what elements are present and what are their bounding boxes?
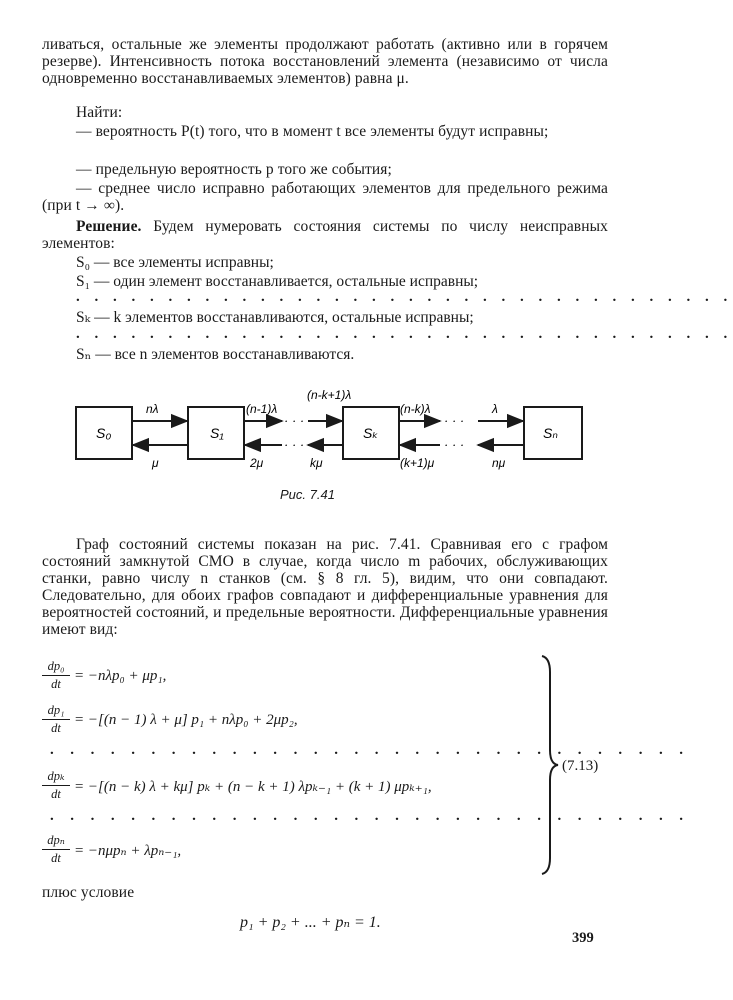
system-brace — [538, 654, 562, 876]
eq4-rhs: = −nμpₙ + λpₙ₋₁, — [74, 843, 182, 859]
eq2-denominator: dt — [51, 721, 61, 735]
equation-ellipsis: . . . . . . . . . . . . . . . . . . . . . . . . . . . . . . . . — [50, 742, 690, 758]
eq3-numerator: dpₖ — [42, 768, 70, 786]
forward-label-2: (n-k+1)λ — [307, 388, 352, 402]
graph-paragraph: Граф состояний системы показан на рис. 7.41. Сравнивая его с графом состояний замкнутой СМО в случае, когда число m рабочих, обслуживающих станки, равно числу n станков (см. § 8 гл. 5), видим, что они совпадают. Следовательно, для обоих графов совпадают и дифференциальные уравнения для вероятностей состояний, и предельные вероятности. Дифференциальные уравнения имеют вид: — [42, 536, 608, 638]
state-s1: S₁ — один элемент восстанавливается, остальные исправны; — [76, 273, 479, 290]
forward-label-1: (n-1)λ — [246, 402, 278, 416]
state-graph — [60, 383, 600, 483]
dots-backward-1: · · · — [284, 437, 305, 452]
equation-number: (7.13) — [562, 758, 599, 774]
normalization-condition: p₁ + p₂ + ... + pₙ = 1. — [240, 914, 381, 931]
node-sn-label: Sₙ — [543, 425, 558, 441]
dots-forward-1: · · · — [284, 413, 305, 428]
page-number: 399 — [572, 930, 594, 946]
eq4-numerator: dpₙ — [42, 832, 70, 850]
eq3-denominator: dt — [51, 787, 61, 801]
forward-label-4: λ — [492, 402, 498, 416]
backward-label-2: kμ — [310, 456, 323, 470]
node-sk-label: Sₖ — [363, 425, 379, 441]
forward-label-0: nλ — [146, 402, 159, 416]
eq3-derivative — [42, 768, 70, 802]
plus-condition: плюс условие — [42, 884, 135, 901]
eq1-derivative — [42, 659, 70, 692]
ellipsis-dots: . . . . . . . . . . . . . . . . . . . . . . . . . . . . . . . . . . . . — [76, 326, 733, 342]
eq4-derivative — [42, 832, 70, 866]
ellipsis-dots: . . . . . . . . . . . . . . . . . . . . . . . . . . . . . . . . . . . . — [76, 289, 733, 305]
paragraph-continuation: ливаться, остальные же элементы продолжают работать (активно или в горячем резерве). Интенсивность потока восстановлений элемента (независимо от числа одновременно восстанавливаемых элементов) равна μ. — [42, 36, 608, 87]
figure-caption: Рис. 7.41 — [280, 487, 335, 502]
find-item-c: — среднее число исправно работающих элементов для предельного режима (при t → ∞). — [42, 180, 608, 214]
find-heading: Найти: — [76, 104, 123, 121]
eq2-numerator: dp₁ — [42, 703, 70, 720]
solution-paragraph — [42, 218, 608, 252]
eq1-rhs: = −nλp₀ + μp₁, — [74, 668, 167, 684]
eq1-denominator: dt — [51, 677, 61, 691]
dots-backward-2: · · · — [444, 437, 465, 452]
node-s0-label: S₀ — [96, 425, 112, 441]
backward-label-4: nμ — [492, 456, 506, 470]
solution-label: Решение. — [76, 218, 142, 235]
equation-ellipsis: . . . . . . . . . . . . . . . . . . . . . . . . . . . . . . . . — [50, 808, 690, 824]
state-s0: S₀ — все элементы исправны; — [76, 254, 274, 271]
dots-forward-2: · · · — [444, 413, 465, 428]
forward-label-3: (n-k)λ — [400, 402, 431, 416]
find-item-a: — вероятность P(t) того, что в момент t все элементы будут исправны; — [76, 123, 549, 140]
eq4-denominator: dt — [51, 851, 61, 865]
backward-label-3: (k+1)μ — [400, 456, 435, 470]
eq2-rhs: = −[(n − 1) λ + μ] p₁ + nλp₀ + 2μp₂, — [74, 712, 298, 728]
find-item-b: — предельную вероятность p того же события; — [76, 161, 392, 178]
eq2-derivative — [42, 703, 70, 736]
eq1-numerator: dp₀ — [42, 659, 70, 676]
backward-label-0: μ — [152, 456, 159, 470]
backward-label-1: 2μ — [250, 456, 264, 470]
state-sn: Sₙ — все n элементов восстанавливаются. — [76, 346, 355, 363]
solution-text: Будем нумеровать состояния системы по числу неисправных элементов: — [42, 218, 608, 252]
state-sk: Sₖ — k элементов восстанавливаются, остальные исправны; — [76, 309, 474, 326]
eq3-rhs: = −[(n − k) λ + kμ] pₖ + (n − k + 1) λpₖ₋₁ + (k + 1) μpₖ₊₁, — [74, 779, 432, 795]
node-s1-label: S₁ — [210, 425, 224, 441]
